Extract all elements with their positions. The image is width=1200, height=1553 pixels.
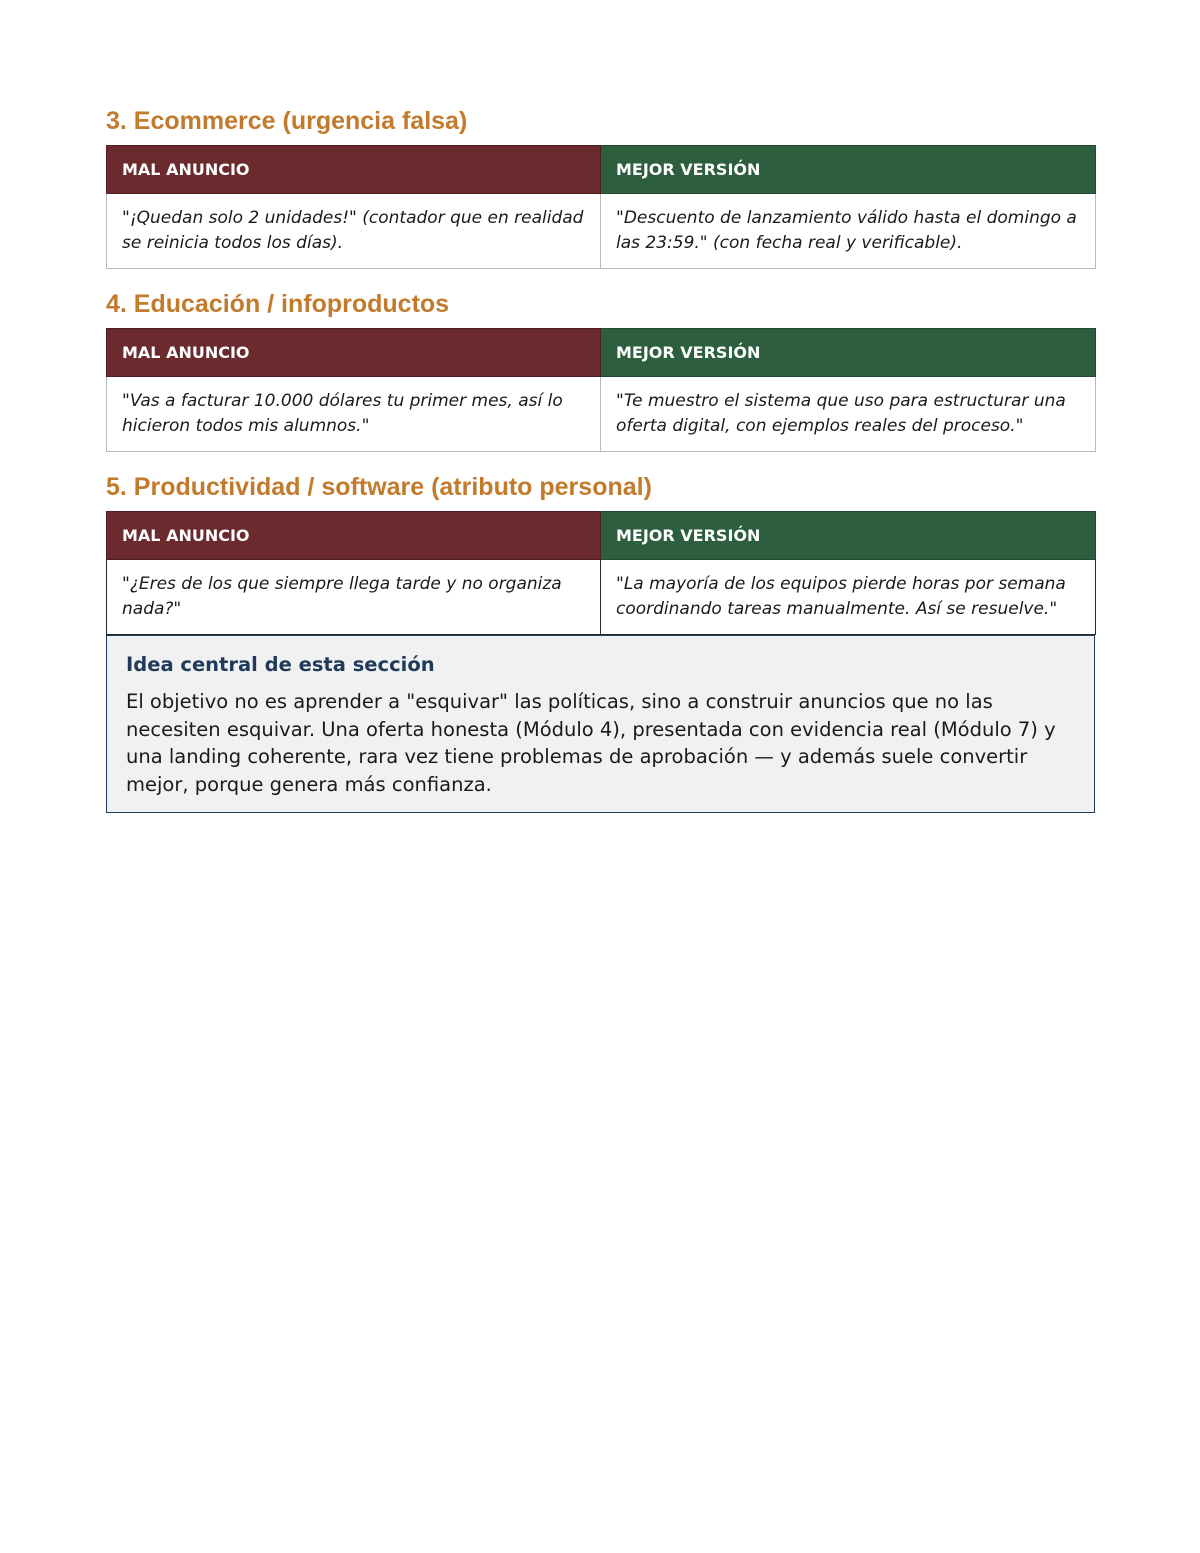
table-header-row [107, 329, 1096, 377]
better-version-header: MEJOR VERSIÓN [601, 146, 1096, 194]
callout-body: El objetivo no es aprender a "esquivar" las políticas, sino a construir anuncios que no las necesiten esquivar. Una oferta honesta (Módulo 4), presentada con evidencia real (Módulo 7) y una landing coherente, rara vez tiene problemas de aprobación — y además suele convertir mejor, porque genera más confianza. [126, 690, 1056, 796]
bad-ad-example: "¿Eres de los que siempre llega tarde y no organiza nada?" [107, 560, 601, 635]
bad-ad-header: MAL ANUNCIO [107, 329, 601, 377]
bad-ad-header: MAL ANUNCIO [107, 512, 601, 560]
comparison-table-ecommerce [106, 145, 1096, 269]
bad-ad-example: "Vas a facturar 10.000 dólares tu primer mes, así lo hicieron todos mis alumnos." [107, 377, 601, 452]
table-header-row [107, 512, 1096, 560]
section-heading-productivity: 5. Productividad / software (atributo personal) [106, 473, 652, 501]
better-version-example: "Descuento de lanzamiento válido hasta el domingo a las 23:59." (con fecha real y verificable). [601, 194, 1096, 269]
bad-ad-header: MAL ANUNCIO [107, 146, 601, 194]
section-heading-education: 4. Educación / infoproductos [106, 290, 450, 318]
key-idea-callout [106, 635, 1095, 813]
bad-ad-example: "¡Quedan solo 2 unidades!" (contador que en realidad se reinicia todos los días). [107, 194, 601, 269]
comparison-table-education [106, 328, 1096, 452]
better-version-example: "La mayoría de los equipos pierde horas por semana coordinando tareas manualmente. Así se resuelve." [601, 560, 1096, 635]
callout-title: Idea central de esta sección [126, 653, 435, 676]
section-heading-ecommerce: 3. Ecommerce (urgencia falsa) [106, 107, 468, 135]
table-row [107, 194, 1096, 269]
table-row [107, 560, 1096, 635]
better-version-example: "Te muestro el sistema que uso para estructurar una oferta digital, con ejemplos reales del proceso." [601, 377, 1096, 452]
better-version-header: MEJOR VERSIÓN [601, 512, 1096, 560]
table-header-row [107, 146, 1096, 194]
table-row [107, 377, 1096, 452]
better-version-header: MEJOR VERSIÓN [601, 329, 1096, 377]
comparison-table-productivity [106, 511, 1096, 635]
